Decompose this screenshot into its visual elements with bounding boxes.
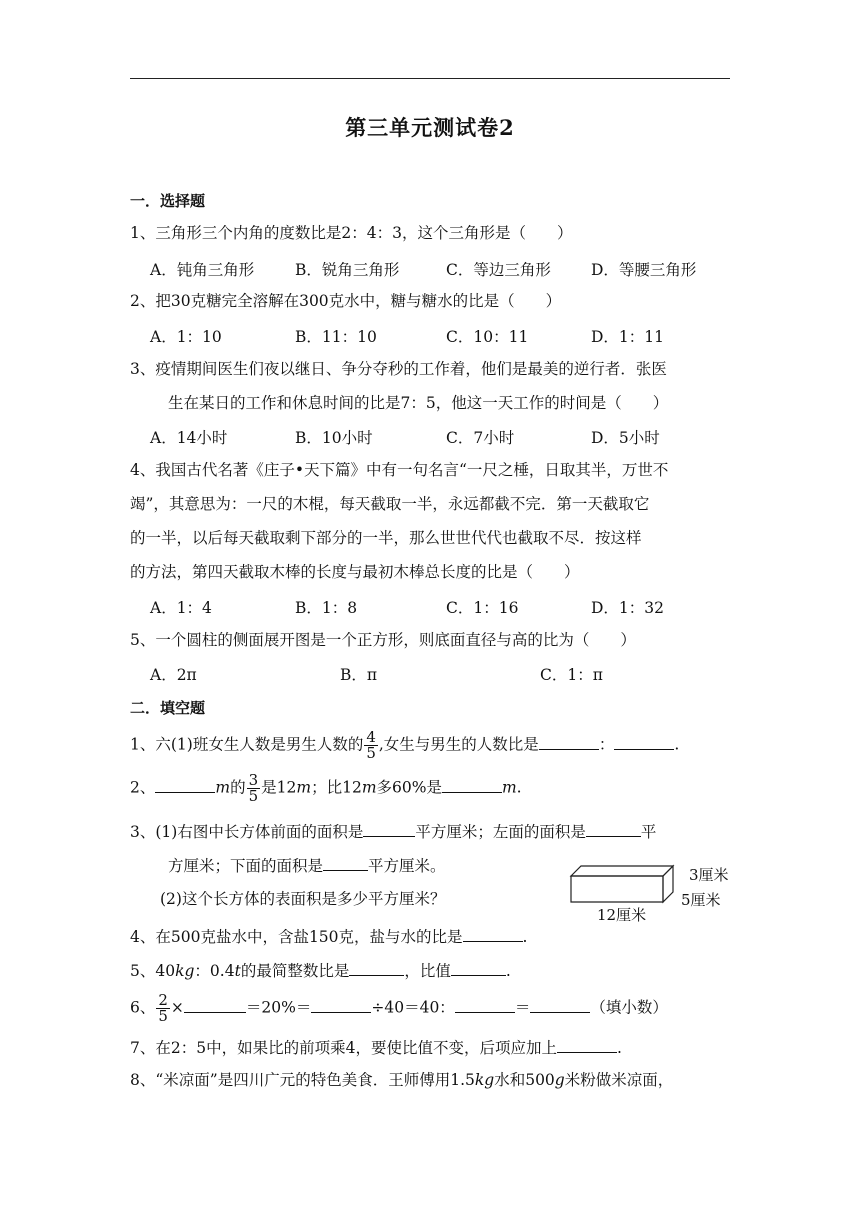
f7-blank[interactable] bbox=[557, 1036, 617, 1053]
f6-text-pre: 6、 bbox=[130, 998, 156, 1017]
f2-frac-num: 3 bbox=[248, 771, 259, 789]
f2-unit-m2: m bbox=[296, 778, 312, 797]
f2-text-mid: 是12 bbox=[261, 778, 297, 797]
section-heading-fill: 二．填空题 bbox=[130, 699, 206, 717]
f3-line1 bbox=[130, 820, 740, 843]
f6-blank-4[interactable] bbox=[530, 996, 590, 1013]
f1-end: . bbox=[674, 735, 680, 754]
f5-text-pre: 5、40 bbox=[130, 962, 176, 980]
f2-frac-den: 5 bbox=[248, 787, 259, 805]
f5-unit-kg: kg bbox=[175, 962, 195, 980]
f6-div: ÷40＝40： bbox=[371, 998, 455, 1017]
f5-unit-t: t bbox=[234, 962, 241, 980]
f7-end: . bbox=[616, 1039, 622, 1057]
f4-end: . bbox=[522, 928, 528, 946]
q5-option-a: A．2π bbox=[150, 666, 197, 684]
f4-line bbox=[130, 925, 740, 948]
cuboid-width-label: 5厘米 bbox=[681, 891, 721, 909]
q2-option-b: B．11：10 bbox=[295, 328, 377, 346]
f5-text-mid3: ，比值 bbox=[404, 962, 451, 980]
page-title: 第三单元测试卷2 bbox=[345, 115, 515, 140]
f2-text-mid3: 多60%是 bbox=[376, 778, 442, 797]
f2-unit-m3: m bbox=[361, 778, 377, 797]
f6-line bbox=[130, 993, 740, 1024]
f3-text-1c: 平 bbox=[640, 823, 657, 841]
f2-text-pre: 2、 bbox=[130, 778, 156, 797]
f6-frac-num: 2 bbox=[158, 991, 168, 1009]
q2-option-a: A．1：10 bbox=[150, 328, 222, 346]
header-rule bbox=[130, 78, 730, 79]
q3-option-c: C．7小时 bbox=[446, 429, 515, 447]
f3-text-2a: 方厘米；下面的面积是 bbox=[168, 857, 324, 875]
f7-line bbox=[130, 1036, 740, 1059]
q2-option-d: D．1：11 bbox=[591, 328, 665, 346]
f8-unit-g: g bbox=[554, 1071, 565, 1089]
q4-option-c: C．1：16 bbox=[446, 599, 519, 617]
f3-blank-front[interactable] bbox=[363, 820, 415, 837]
f3-blank-left[interactable] bbox=[586, 820, 641, 837]
q4-option-b: B．1：8 bbox=[295, 599, 358, 617]
q4-stem-line3: 的一半，以后每天截取剩下部分的一半，那么世世代代也截取不尽．按这样 bbox=[130, 529, 642, 547]
f5-blank-1[interactable] bbox=[349, 959, 404, 976]
q3-option-d: D．5小时 bbox=[591, 429, 660, 447]
f6-eq2: ＝ bbox=[514, 998, 531, 1017]
cuboid-length-label: 12厘米 bbox=[597, 906, 647, 924]
f1-line bbox=[130, 730, 740, 761]
f2-unit-m4: m bbox=[501, 778, 517, 797]
cuboid-height-label: 3厘米 bbox=[689, 866, 729, 884]
f5-text-mid2: 的最简整数比是 bbox=[240, 962, 350, 980]
cuboid-figure bbox=[565, 862, 740, 922]
f8-text-pre: 8、“米凉面”是四川广元的特色美食．王师傅用1.5 bbox=[130, 1071, 475, 1089]
f6-blank-1[interactable] bbox=[184, 996, 246, 1013]
f3-text-2b: 平方厘米。 bbox=[368, 857, 446, 875]
q3-option-b: B．10小时 bbox=[295, 429, 373, 447]
f1-colon: ： bbox=[598, 735, 615, 754]
q4-option-d: D．1：32 bbox=[591, 599, 665, 617]
f6-note: （填小数） bbox=[590, 998, 668, 1017]
f3-text-1a: 3、(1)右图中长方体前面的面积是 bbox=[130, 823, 364, 841]
f6-blank-2[interactable] bbox=[311, 996, 371, 1013]
f6-times: × bbox=[170, 998, 184, 1017]
f1-blank-1[interactable] bbox=[539, 733, 599, 750]
q5-stem: 5、一个圆柱的侧面展开图是一个正方形，则底面直径与高的比为（ ） bbox=[130, 631, 636, 649]
section-heading-choice: 一．选择题 bbox=[130, 192, 206, 210]
f1-fraction bbox=[364, 730, 378, 761]
f1-frac-den: 5 bbox=[366, 744, 376, 762]
f5-line bbox=[130, 959, 740, 982]
f2-line bbox=[130, 773, 740, 804]
f2-text-mid2: ；比12 bbox=[311, 778, 362, 797]
q1-stem: 1、三角形三个内角的度数比是2：4：3，这个三角形是（ ） bbox=[130, 224, 573, 242]
q1-option-a: A．钝角三角形 bbox=[150, 261, 255, 279]
f2-blank-2[interactable] bbox=[442, 776, 502, 793]
f5-end: . bbox=[505, 962, 511, 980]
f7-text: 7、在2：5中，如果比的前项乘4，要使比值不变，后项应加上 bbox=[130, 1039, 557, 1057]
f1-text-post: ,女生与男生的人数比是 bbox=[378, 735, 539, 754]
f1-frac-num: 4 bbox=[366, 728, 376, 746]
q5-option-b: B．π bbox=[340, 666, 378, 684]
f8-text-mid: 水和500 bbox=[494, 1071, 555, 1089]
f4-blank[interactable] bbox=[463, 925, 523, 942]
q1-option-b: B．锐角三角形 bbox=[295, 261, 400, 279]
q4-option-a: A．1：4 bbox=[150, 599, 212, 617]
q1-option-c: C．等边三角形 bbox=[446, 261, 551, 279]
q3-stem-line1: 3、疫情期间医生们夜以继日、争分夺秒的工作着，他们是最美的逆行者．张医 bbox=[130, 360, 667, 378]
q4-stem-line4: 的方法，第四天截取木棒的长度与最初木棒总长度的比是（ ） bbox=[130, 563, 580, 581]
f6-blank-3[interactable] bbox=[455, 996, 515, 1013]
f3-blank-bottom[interactable] bbox=[323, 854, 368, 871]
q5-option-c: C．1：π bbox=[540, 666, 603, 684]
f2-end: . bbox=[516, 778, 522, 797]
f2-blank-1[interactable] bbox=[155, 776, 215, 793]
f6-eq1: ＝20%＝ bbox=[245, 998, 312, 1017]
f1-blank-2[interactable] bbox=[614, 733, 674, 750]
f8-text-post: 米粉做米凉面， bbox=[564, 1071, 674, 1089]
q1-option-d: D．等腰三角形 bbox=[591, 261, 697, 279]
q4-stem-line1: 4、我国古代名著《庄子•天下篇》中有一句名言“一尺之棰，日取其半，万世不 bbox=[130, 461, 669, 479]
f2-de: 的 bbox=[230, 778, 246, 797]
f1-text-pre: 1、六(1)班女生人数是男生人数的 bbox=[130, 735, 364, 754]
f8-line bbox=[130, 1069, 740, 1091]
q3-stem-line2: 生在某日的工作和休息时间的比是7：5，他这一天工作的时间是（ ） bbox=[168, 394, 669, 412]
q2-stem: 2、把30克糖完全溶解在300克水中，糖与糖水的比是（ ） bbox=[130, 292, 562, 310]
f4-text: 4、在500克盐水中，含盐150克，盐与水的比是 bbox=[130, 928, 463, 946]
f5-blank-2[interactable] bbox=[451, 959, 506, 976]
q2-option-c: C．10：11 bbox=[446, 328, 529, 346]
f6-frac-den: 5 bbox=[158, 1007, 168, 1025]
f2-unit-m1: m bbox=[215, 778, 231, 797]
q4-stem-line2: 竭”，其意思为：一尺的木棍，每天截取一半，永远都截不完．第一天截取它 bbox=[130, 495, 650, 513]
f6-fraction bbox=[156, 993, 170, 1024]
f2-fraction bbox=[247, 773, 261, 804]
q3-option-a: A．14小时 bbox=[150, 429, 228, 447]
f3-line3: (2)这个长方体的表面积是多少平方厘米？ bbox=[160, 890, 446, 908]
f5-text-mid: ：0.4 bbox=[194, 962, 235, 980]
f3-text-1b: 平方厘米；左面的面积是 bbox=[415, 823, 586, 841]
f8-unit-kg: kg bbox=[474, 1071, 495, 1089]
